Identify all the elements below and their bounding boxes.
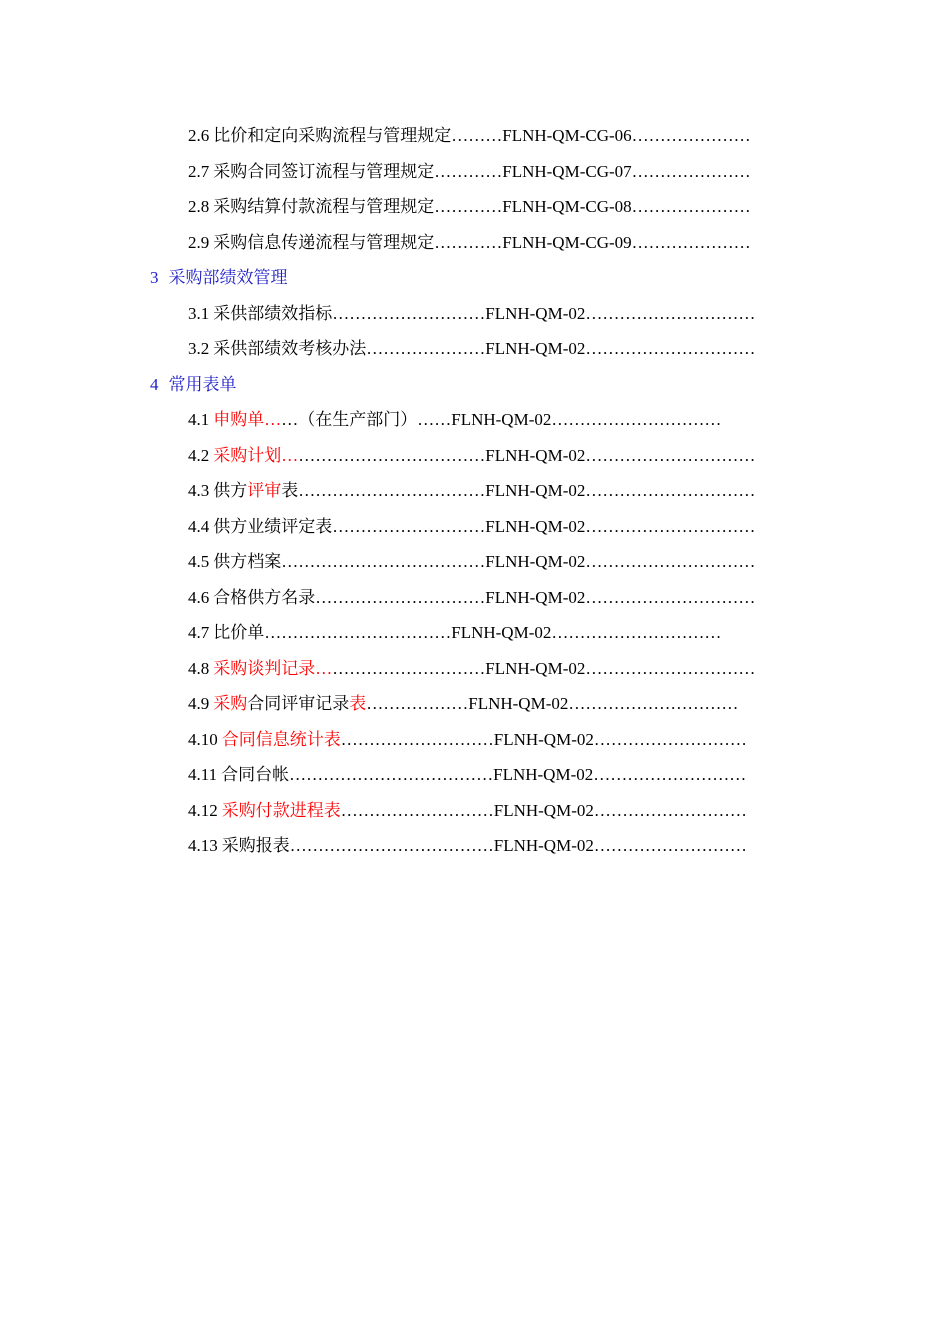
toc-entry-leader-code: 表……………………………FLNH-QM-02………………………… [281, 481, 756, 500]
toc-entry-4-9 [0, 686, 950, 722]
toc-entry-number: 4.2 [188, 445, 210, 465]
toc-entry-leader-code: ………FLNH-QM-CG-06………………… [451, 126, 751, 145]
toc-entry-number: 4.1 [188, 410, 210, 429]
toc-entry-leader-code: ………………………………FLNH-QM-02……………………… [289, 765, 747, 784]
toc-entry-2-9 [0, 225, 950, 261]
toc-entry-title: 采购合同签订流程与管理规定 [213, 161, 435, 181]
toc-entry-leader-code: …………FLNH-QM-CG-07………………… [434, 161, 751, 181]
toc-entry-leader-code: ………………………FLNH-QM-02………………………… [332, 303, 756, 323]
toc-entry-4-8 [0, 651, 950, 687]
toc-entry-leader-code: …………………FLNH-QM-02………………………… [366, 339, 756, 358]
toc-entry-leader-code: …（在生产部门）……FLNH-QM-02………………………… [281, 410, 722, 429]
toc-entry-title: 采供部绩效考核办法 [213, 339, 367, 358]
toc-entry-title: 供方业绩评定表 [213, 516, 333, 536]
toc-entry-3-2 [0, 331, 950, 367]
toc-entry-2-6 [0, 118, 950, 154]
toc-entry-title: 合格供方名录 [213, 587, 316, 607]
toc-entry-leader-code: ………………………………FLNH-QM-02………………………… [281, 552, 756, 571]
toc-entry-number: 4.3 [188, 481, 210, 500]
toc-entry-title: 供方档案 [213, 552, 282, 571]
toc-entry-title: 采供部绩效指标 [213, 303, 333, 323]
toc-entry-number: 4.8 [188, 658, 210, 678]
toc-heading-4 [0, 367, 950, 403]
toc-entry-leader-code: …………FLNH-QM-CG-08………………… [434, 197, 751, 216]
toc-entry-leader-code: ………………………………FLNH-QM-02……………………… [289, 836, 747, 855]
toc-entry-title-highlight: 采购谈判记录… [213, 658, 333, 678]
toc-entry-leader-code: ……………………………FLNH-QM-02………………………… [298, 445, 756, 465]
toc-entry-number: 2.6 [188, 126, 210, 145]
toc-entry-title-highlight: 申购单… [213, 410, 282, 429]
toc-entry-title-highlight: 采购 [213, 694, 248, 713]
toc-entry-leader-code: ……………………………FLNH-QM-02………………………… [264, 623, 722, 642]
toc-entry-2-7 [0, 154, 950, 190]
toc-heading-number: 3 [150, 268, 159, 287]
toc-entry-title-highlight: 采购计划… [213, 445, 299, 465]
toc-entry-4-12 [0, 793, 950, 829]
toc-heading-title: 常用表单 [168, 374, 237, 394]
toc-entry-number: 4.5 [188, 552, 210, 571]
toc-entry-leader-code: ………………FLNH-QM-02………………………… [366, 694, 739, 713]
toc-heading-number: 4 [150, 374, 159, 394]
toc-entry-number: 4.6 [188, 587, 210, 607]
toc-entry-number: 4.13 [188, 836, 218, 855]
toc-entry-number: 3.1 [188, 303, 210, 323]
toc-entry-number: 4.4 [188, 516, 210, 536]
toc-entry-number: 4.7 [188, 623, 210, 642]
toc-entry-title-highlight: 评审 [247, 481, 282, 500]
toc-entry-title: 比价和定向采购流程与管理规定 [213, 126, 452, 145]
toc-entry-number: 4.11 [188, 765, 218, 784]
toc-entry-number: 3.2 [188, 339, 210, 358]
toc-entry-4-10 [0, 722, 950, 758]
toc-entry-leader-code: …………………………FLNH-QM-02………………………… [315, 587, 756, 607]
toc-entry-4-7 [0, 615, 950, 651]
toc-entry-2-8 [0, 189, 950, 225]
table-of-contents [0, 118, 950, 864]
toc-entry-number: 4.9 [188, 694, 210, 713]
toc-entry-4-11 [0, 757, 950, 793]
toc-entry-number: 2.9 [188, 232, 210, 252]
toc-entry-title: 合同评审记录 [247, 694, 350, 713]
toc-entry-title: 采购报表 [221, 836, 290, 855]
toc-entry-number: 4.10 [188, 729, 218, 749]
toc-entry-number: 2.7 [188, 161, 210, 181]
toc-entry-leader-code: ………………………FLNH-QM-02………………………… [332, 658, 756, 678]
toc-entry-title: 合同台帐 [221, 765, 290, 784]
toc-entry-4-3 [0, 473, 950, 509]
toc-entry-leader-code: …………FLNH-QM-CG-09………………… [434, 232, 751, 252]
toc-entry-leader-code: ………………………FLNH-QM-02………………………… [332, 516, 756, 536]
toc-entry-title: 比价单 [213, 623, 265, 642]
toc-entry-title-highlight: 采购付款进程表 [221, 800, 341, 820]
toc-entry-4-4 [0, 509, 950, 545]
toc-entry-title: 供方 [213, 481, 248, 500]
toc-entry-title-highlight: 表 [349, 694, 367, 713]
toc-entry-number: 4.12 [188, 800, 218, 820]
toc-heading-title: 采购部绩效管理 [168, 268, 288, 287]
toc-entry-leader-code: ………………………FLNH-QM-02……………………… [340, 800, 747, 820]
toc-entry-3-1 [0, 296, 950, 332]
toc-heading-3 [0, 260, 950, 296]
toc-entry-4-13 [0, 828, 950, 864]
toc-entry-4-6 [0, 580, 950, 616]
toc-entry-number: 2.8 [188, 197, 210, 216]
toc-entry-leader-code: ………………………FLNH-QM-02……………………… [340, 729, 747, 749]
toc-entry-4-5 [0, 544, 950, 580]
toc-entry-title: 采购结算付款流程与管理规定 [213, 197, 435, 216]
toc-entry-4-2 [0, 438, 950, 474]
toc-entry-title: 采购信息传递流程与管理规定 [213, 232, 435, 252]
toc-entry-title-highlight: 合同信息统计表 [221, 729, 341, 749]
toc-entry-4-1 [0, 402, 950, 438]
